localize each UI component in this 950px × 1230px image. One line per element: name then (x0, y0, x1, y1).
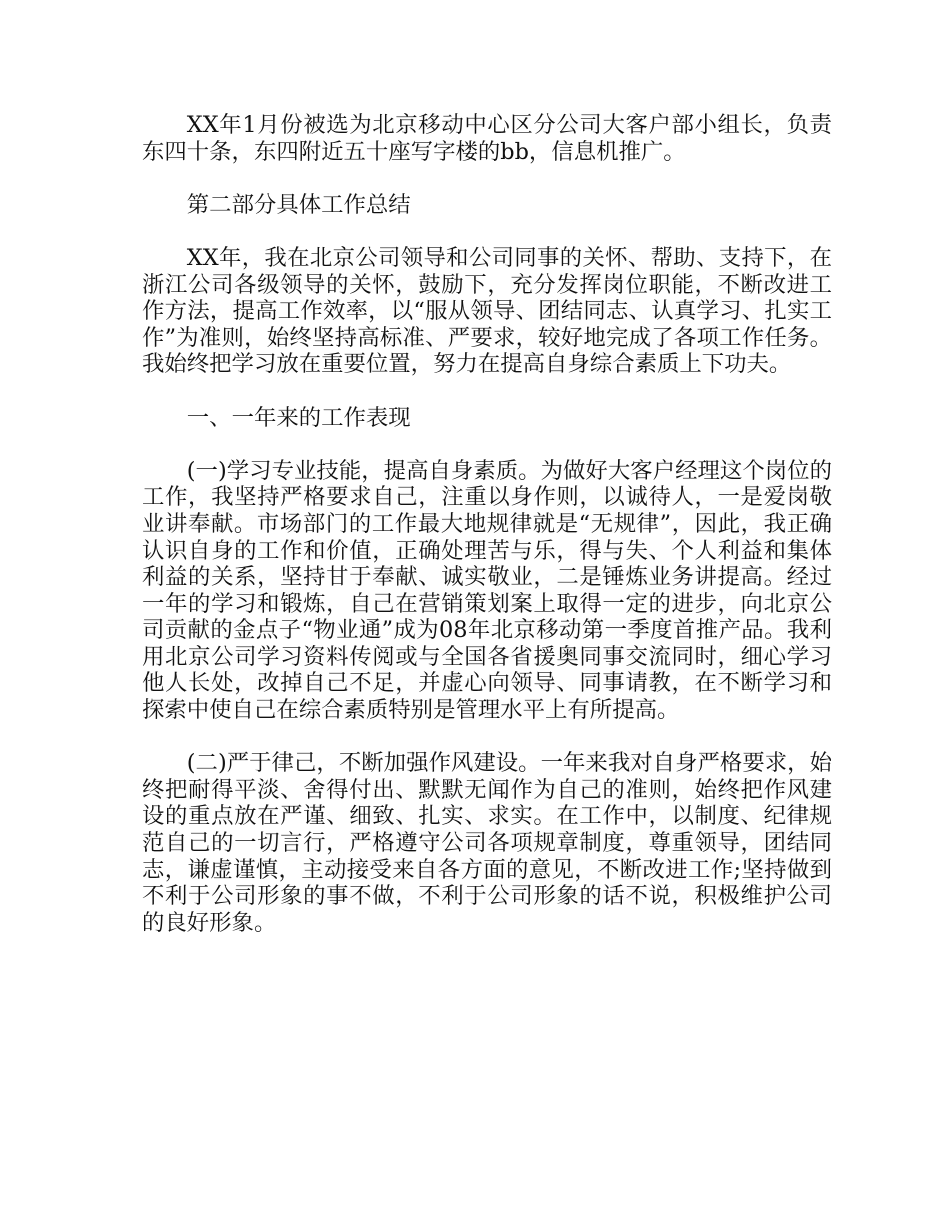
paragraph-summary: XX年，我在北京公司领导和公司同事的关怀、帮助、支持下，在浙江公司各级领导的关怀，鼓励下，充分发挥岗位职能，不断改进工作方法，提高工作效率，以“服从领导、团结同志、认真学习、扎实工作”为准则，始终坚持高标准、严要求，较好地完成了各项工作任务。我始终把学习放在重要位置，努力在提高自身综合素质上下功夫。 (142, 244, 832, 378)
paragraph-item-two: (二)严于律己，不断加强作风建设。一年来我对自身严格要求，始终把耐得平淡、舍得付出、默默无闻作为自己的准则，始终把作风建设的重点放在严谨、细致、扎实、求实。在工作中，以制度、纪律规范自己的一切言行，严格遵守公司各项规章制度，尊重领导，团结同志，谦虚谨慎，主动接受来自各方面的意见，不断改进工作;坚持做到不利于公司形象的事不做，不利于公司形象的话不说，积极维护公司的良好形象。 (142, 750, 832, 936)
section-heading-performance: 一、一年来的工作表现 (186, 404, 411, 431)
document-page (142, 112, 832, 963)
paragraph-intro: XX年1月份被选为北京移动中心区分公司大客户部小组长，负责东四十条，东四附近五十座写字楼的bb，信息机推广。 (142, 112, 832, 165)
section-heading-part-two: 第二部分具体工作总结 (186, 191, 411, 218)
paragraph-item-one: (一)学习专业技能，提高自身素质。为做好大客户经理这个岗位的工作，我坚持严格要求自己，注重以身作则，以诚待人，一是爱岗敬业讲奉献。市场部门的工作最大地规律就是“无规律”，因此，我正确认识自身的工作和价值，正确处理苦与乐，得与失、个人利益和集体利益的关系，坚持甘于奉献、诚实敬业，二是锤炼业务讲提高。经过一年的学习和锻炼，自己在营销策划案上取得一定的进步，向北京公司贡献的金点子“物业通”成为08年北京移动第一季度首推产品。我利用北京公司学习资料传阅或与全国各省援奥同事交流同时，细心学习他人长处，改掉自己不足，并虚心向领导、同事请教，在不断学习和探索中使自己在综合素质特别是管理水平上有所提高。 (142, 457, 832, 724)
